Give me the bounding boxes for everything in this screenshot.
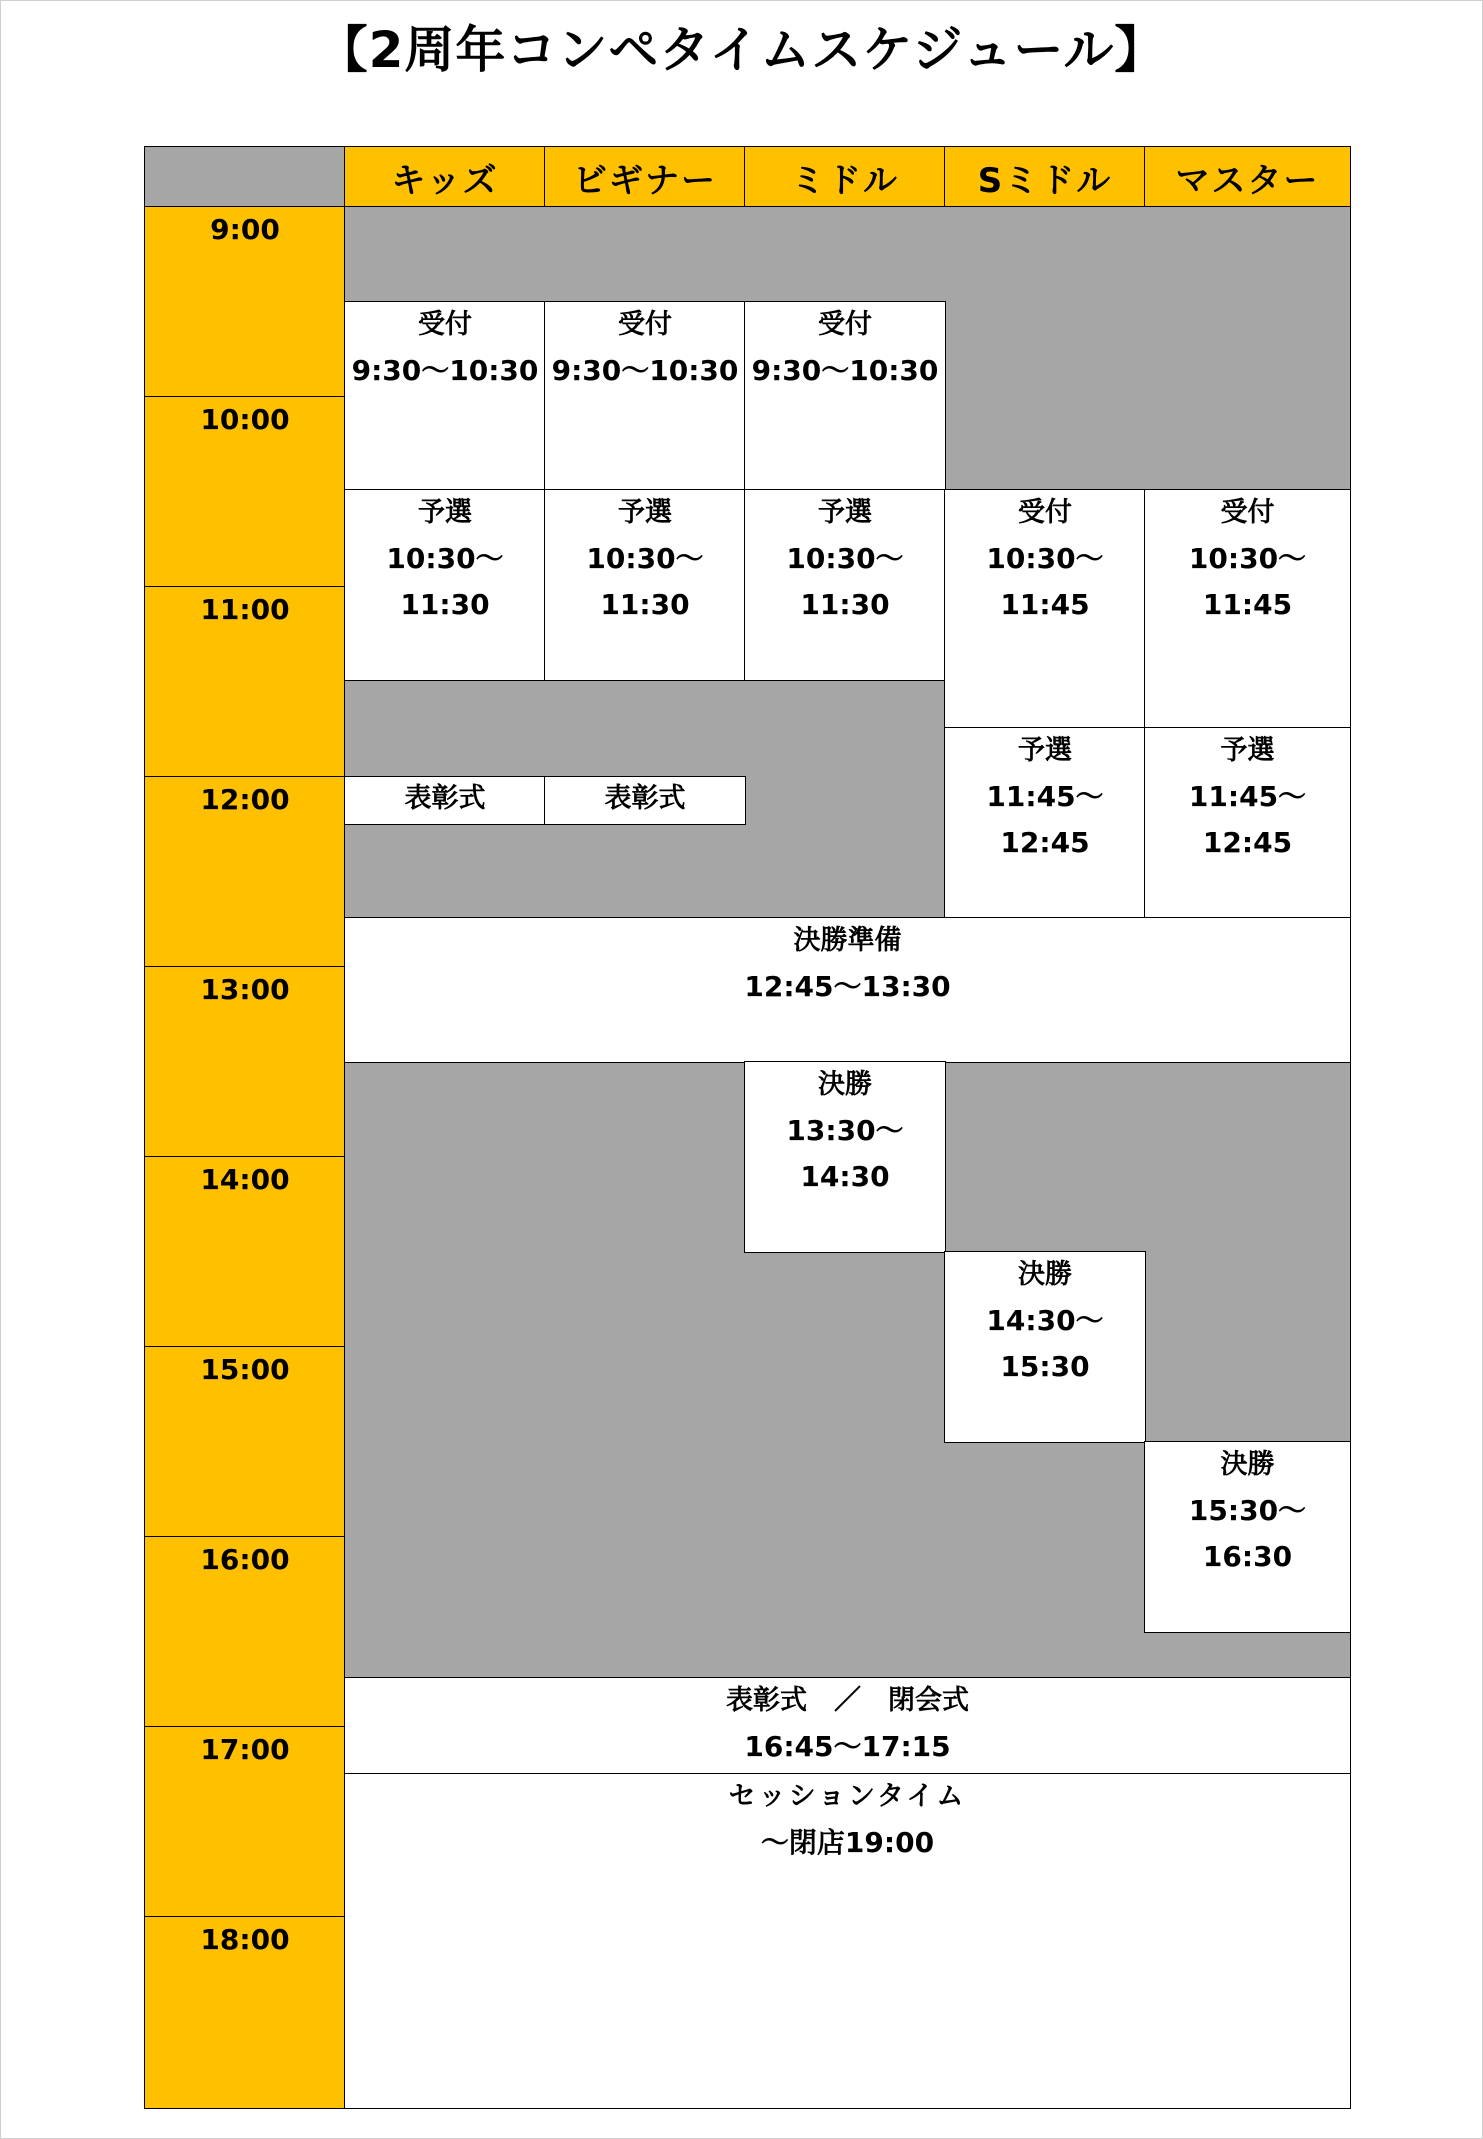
event-name: 決勝 (818, 1069, 872, 1100)
time-label: 14:00 (144, 1156, 346, 1348)
middle-reception (744, 301, 946, 491)
time-label: 12:00 (144, 776, 346, 968)
event-name: 受付 (618, 309, 672, 340)
column-header-smiddle: Sミドル (944, 146, 1146, 208)
event-time: 9:30～10:30 (351, 354, 539, 387)
event-time: 11:45～12:45 (986, 780, 1104, 859)
final-prep (344, 917, 1351, 1063)
column-header-beginner: ビギナー (544, 146, 746, 208)
time-label: 11:00 (144, 586, 346, 778)
event-time: 12:45～13:30 (744, 970, 951, 1003)
event-time: 16:45～17:15 (744, 1730, 951, 1763)
smiddle-final (944, 1251, 1146, 1443)
event-time: ～閉店19:00 (760, 1826, 935, 1859)
time-label: 17:00 (144, 1726, 346, 1918)
event-time: 11:45～12:45 (1188, 780, 1307, 859)
event-name: 予選 (418, 497, 472, 528)
event-name: セッションタイム (728, 1781, 967, 1812)
event-time: 13:30～14:30 (786, 1114, 904, 1193)
column-header-middle: ミドル (744, 146, 946, 208)
session-time (344, 1773, 1351, 2109)
page-title: 【2周年コンペタイムスケジュール】 (317, 21, 1166, 79)
time-label: 10:00 (144, 396, 346, 588)
beginner-reception (544, 301, 746, 491)
time-label: 9:00 (144, 206, 346, 398)
event-name: 予選 (1220, 735, 1275, 766)
event-name: 受付 (1220, 497, 1275, 528)
event-name: 受付 (1018, 497, 1072, 528)
beginner-qualifier (544, 489, 746, 681)
event-name: 予選 (1018, 735, 1072, 766)
event-name: 受付 (818, 309, 872, 340)
event-time: 14:30～15:30 (986, 1304, 1104, 1383)
event-time: 10:30～11:45 (986, 542, 1104, 621)
column-header-master: マスター (1144, 146, 1351, 208)
schedule-table (144, 146, 1351, 2109)
event-time: 9:30～10:30 (551, 354, 739, 387)
event-name: 表彰式 (604, 783, 686, 814)
middle-qualifier (744, 489, 946, 681)
event-time: 10:30～11:30 (386, 542, 504, 621)
time-label: 15:00 (144, 1346, 346, 1538)
event-time: 9:30～10:30 (751, 354, 939, 387)
event-time: 10:30～11:45 (1188, 542, 1307, 621)
event-time: 15:30～16:30 (1188, 1494, 1307, 1573)
event-name: 受付 (418, 309, 472, 340)
event-name: 予選 (818, 497, 872, 528)
kids-reception (344, 301, 546, 491)
master-qualifier (1144, 727, 1351, 919)
master-reception (1144, 489, 1351, 729)
column-header-kids: キッズ (344, 146, 546, 208)
time-label: 18:00 (144, 1916, 346, 2109)
event-name: 予選 (618, 497, 672, 528)
kids-award (344, 776, 546, 825)
smiddle-qualifier (944, 727, 1146, 919)
event-time: 10:30～11:30 (786, 542, 904, 621)
event-name: 表彰式 (404, 783, 486, 814)
kids-qualifier (344, 489, 546, 681)
smiddle-reception (944, 489, 1146, 729)
beginner-award (544, 776, 746, 825)
header-corner (144, 146, 346, 208)
closing-ceremony (344, 1677, 1351, 1775)
middle-final (744, 1061, 946, 1253)
master-final (1144, 1441, 1351, 1633)
event-name: 決勝 (1220, 1449, 1275, 1480)
time-label: 16:00 (144, 1536, 346, 1728)
event-name: 決勝準備 (793, 925, 902, 956)
event-name: 決勝 (1018, 1259, 1072, 1290)
time-label: 13:00 (144, 966, 346, 1158)
event-time: 10:30～11:30 (586, 542, 704, 621)
event-name: 表彰式 ／ 閉会式 (726, 1685, 969, 1716)
